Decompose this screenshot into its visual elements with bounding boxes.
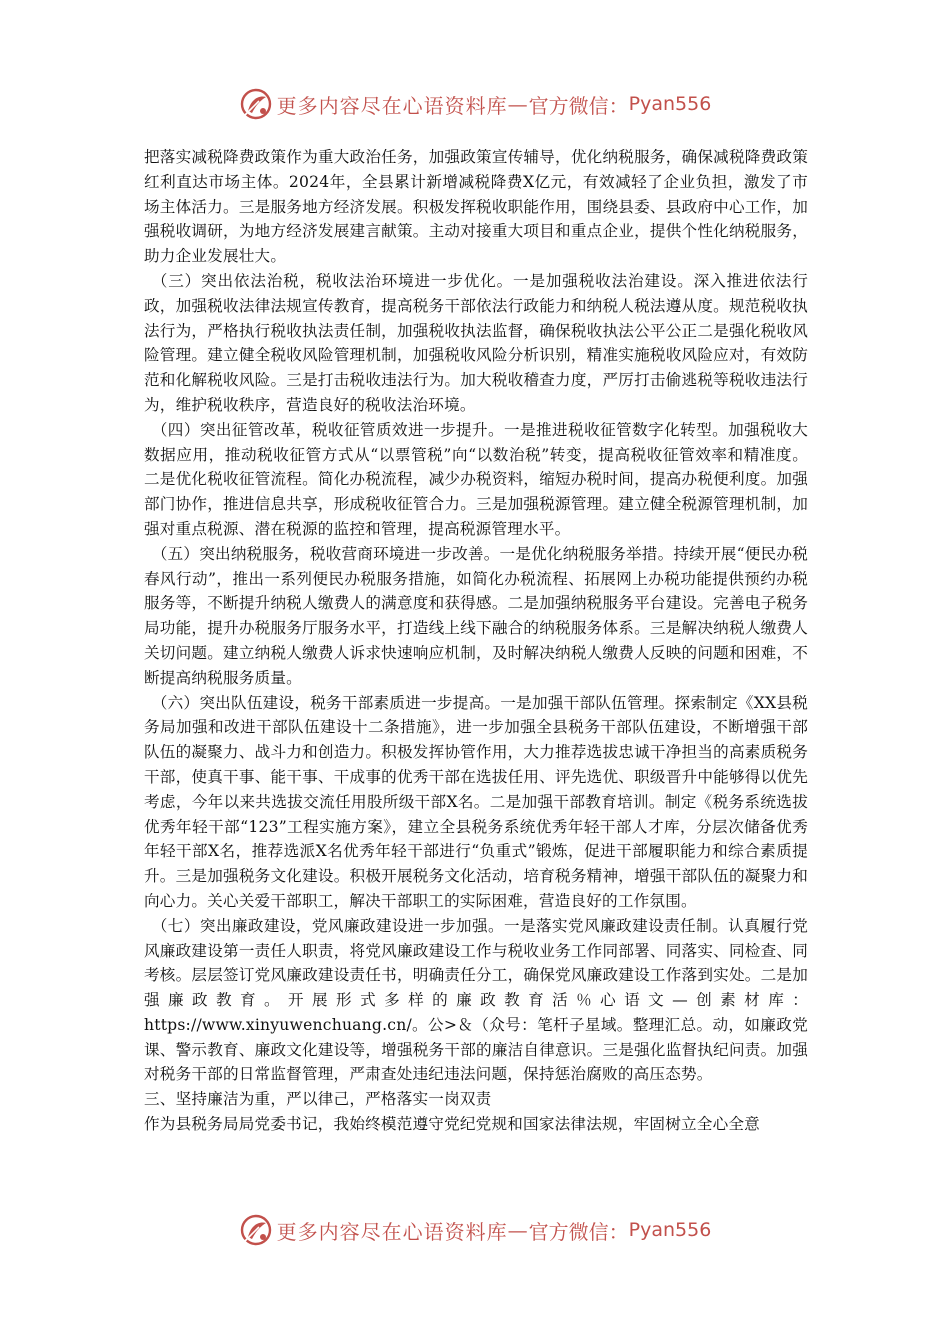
paragraph-section-6: （六）突出队伍建设，税务干部素质进一步提高。一是加强干部队伍管理。探索制定《XX县税务局加强和改进干部队伍建设十二条措施》，进一步加强全县税务干部队伍建设，不断增强干部队伍的凝聚力、战斗力和创造力。积极发挥协管作用，大力推荐选拔忠诚干净担当的高素质税务干部，使真干事、能干事、干成事的优秀干部在选拔任用、评先选优、职级晋升中能够得以优先考虑，今年以来共选拔交流任用股所级干部X名。二是加强干部教育培训。制定《税务系统选拔优秀年轻干部“123”工程实施方案》，建立全县税务系统优秀年轻干部人才库，分层次储备优秀年轻干部X名，推荐选派X名优秀年轻干部进行“负重式”锻炼，促进干部履职能力和综合素质提升。三是加强税务文化建设。积极开展税务文化活动，培育税务精神，增强干部队伍的凝聚力和向心力。关心关爱干部职工，解决干部职工的实际困难，营造良好的工作氛围。 [144,693,808,910]
document-body [144,145,808,1137]
logo-icon [239,87,273,121]
banner-wechat-label: 官方微信： [528,1219,629,1244]
paragraph-section-3: （三）突出依法治税，税收法治环境进一步优化。一是加强税收法治建设。深入推进依法行政，加强税收法律法规宣传教育，提高税务干部依法行政能力和纳税人税法遵从度。规范税收执法行为，严格执行税收执法责任制，加强税收执法监督，确保税收执法公平公正二是强化税收风险管理。建立健全税收风险管理机制，加强税收风险分析识别，精准实施税收风险应对，有效防范和化解税收风险。三是打击税收违法行为。加大税收稽查力度，严厉打击偷逃税等税收违法行为，维护税收秩序，营造良好的税收法治环境。 [144,271,808,414]
banner-title: 更多内容尽在心语资料库 [276,1219,508,1244]
paragraph-section-5: （五）突出纳税服务，税收营商环境进一步改善。一是优化纳税服务举措。持续开展“便民办税春风行动”，推出一系列便民办税服务措施，如简化办税流程、拓展网上办税功能提供预约办税服务等，不断提升纳税人缴费人的满意度和获得感。二是加强纳税服务平台建设。完善电子税务局功能，提升办税服务厅服务水平，打造线上线下融合的纳税服务体系。三是解决纳税人缴费人关切问题。建立纳税人缴费人诉求快速响应机制，及时解决纳税人缴费人反映的问题和困难，不断提高纳税服务质量。 [144,544,808,687]
banner-wechat-label: 官方微信： [528,93,629,118]
paragraph-1: 把落实减税降费政策作为重大政治任务，加强政策宣传辅导，优化纳税服务，确保减税降费政策红利直达市场主体。2024年，全县累计新增减税降费X亿元，有效减轻了企业负担，激发了市场主体活力。三是服务地方经济发展。积极发挥税收职能作用，围绕县委、县政府中心工作，加强税收调研，为地方经济发展建言献策。主动对接重大项目和重点企业，提供个性化纳税服务，助力企业发展壮大。 [144,148,808,266]
section-heading-3: 三、坚持廉洁为重，严以律己，严格落实一岗双责 [144,1090,492,1109]
logo-icon [239,1213,273,1247]
banner-separator: — [507,92,529,116]
paragraph-section-4: （四）突出征管改革，税收征管质效进一步提升。一是推进税收征管数字化转型。加强税收大数据应用，推动税收征管方式从“以票管税”向“以数治税”转变，提高税收征管效率和精准度。二是优化税收征管流程。简化办税流程，减少办税资料，缩短办税时间，提高办税便利度。加强部门协作，推进信息共享，形成税收征管合力。三是加强税源管理。建立健全税源管理机制，加强对重点税源、潜在税源的监控和管理，提高税源管理水平。 [144,420,808,538]
paragraph-last: 作为县税务局局党委书记，我始终模范遵守党纪党规和国家法律法规，牢固树立全心全意 [144,1115,760,1134]
footer-banner [0,1208,950,1252]
banner-wechat-id: Pyan556 [628,93,712,115]
header-banner [0,82,950,126]
banner-separator: — [507,1218,529,1242]
paragraph-section-7: （七）突出廉政建设，党风廉政建设进一步加强。一是落实党风廉政建设责任制。认真履行党风廉政建设第一责任人职责，将党风廉政建设工作与税收业务工作同部署、同落实、同检查、同考核。层层签订党风廉政建设责任书，明确责任分工，确保党风廉政建设工作落到实处。二是加强廉政教育。开展形式多样的廉政教育活％心语文—创素材库：https://www.xinyuwenchuang.cn/。公>＆（众号：笔杆子星域。整理汇总。动，如廉政党课、警示教育、廉政文化建设等，增强税务干部的廉洁自律意识。三是强化监督执纪问责。加强对税务干部的日常监督管理，严肃查处违纪违法问题，保持惩治腐败的高压态势。 [144,916,808,1084]
banner-wechat-id: Pyan556 [628,1219,712,1241]
banner-title: 更多内容尽在心语资料库 [276,93,508,118]
